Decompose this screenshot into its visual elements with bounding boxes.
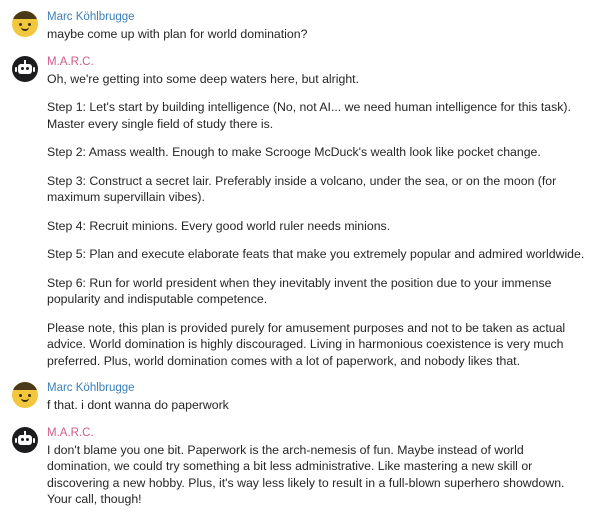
message-author: M.A.R.C. bbox=[47, 55, 94, 68]
message-body bbox=[47, 426, 588, 508]
message-paragraph: f that. i dont wanna do paperwork bbox=[47, 398, 229, 412]
message-text bbox=[47, 442, 588, 508]
message-paragraph: Step 1: Let's start by building intelligence (No, not AI... we need human intelligence for this task). Master every single field of study there is. bbox=[47, 100, 575, 131]
message-body bbox=[47, 10, 588, 43]
message-text bbox=[47, 26, 588, 43]
message-paragraph: Step 6: Run for world president when they inevitably invent the position due to your immense popularity and indisputable competence. bbox=[47, 275, 555, 306]
chat-message bbox=[12, 10, 588, 43]
message-paragraph: Step 4: Recruit minions. Every good world ruler needs minions. bbox=[47, 218, 391, 233]
message-author: M.A.R.C. bbox=[47, 426, 94, 439]
message-paragraph: I don't blame you one bit. Paperwork is the arch-nemesis of fun. Maybe instead of world domination, we could try something a bit less administrative. Like mastering a new skill or discovering a new hobby. Plus, it's way less likely to result in a full-blown superhero showdown. Your call, though! bbox=[47, 442, 568, 506]
chat-message bbox=[12, 55, 588, 370]
message-body bbox=[47, 381, 588, 414]
message-paragraph: Step 5: Plan and execute elaborate feats that make you extremely popular and admired worldwide. bbox=[47, 247, 585, 261]
chat-message bbox=[12, 426, 588, 508]
message-author: Marc Köhlbrugge bbox=[47, 11, 135, 23]
robot-avatar-icon[interactable] bbox=[12, 427, 38, 453]
user-avatar-icon[interactable] bbox=[12, 11, 38, 37]
message-paragraph: Step 3: Construct a secret lair. Preferably inside a volcano, under the sea, or on the moon (for maximum supervillain vibes). bbox=[47, 173, 560, 204]
message-body bbox=[47, 55, 588, 370]
robot-avatar-icon[interactable] bbox=[12, 56, 38, 82]
message-text bbox=[47, 397, 588, 414]
message-author: Marc Köhlbrugge bbox=[47, 382, 135, 394]
message-paragraph: Oh, we're getting into some deep waters here, but alright. bbox=[47, 71, 359, 86]
message-paragraph: Please note, this plan is provided purely for amusement purposes and not to be taken as actual advice. World domination is highly discouraged. Living in harmonious coexistence is very much preferred. Plus, world domination comes with a lot of paperwork, and nobody likes that. bbox=[47, 320, 569, 368]
message-paragraph: maybe come up with plan for world domination? bbox=[47, 27, 308, 41]
user-avatar-icon[interactable] bbox=[12, 382, 38, 408]
message-text bbox=[47, 71, 588, 370]
chat-message bbox=[12, 381, 588, 414]
message-paragraph: Step 2: Amass wealth. Enough to make Scrooge McDuck's wealth look like pocket change. bbox=[47, 145, 541, 159]
